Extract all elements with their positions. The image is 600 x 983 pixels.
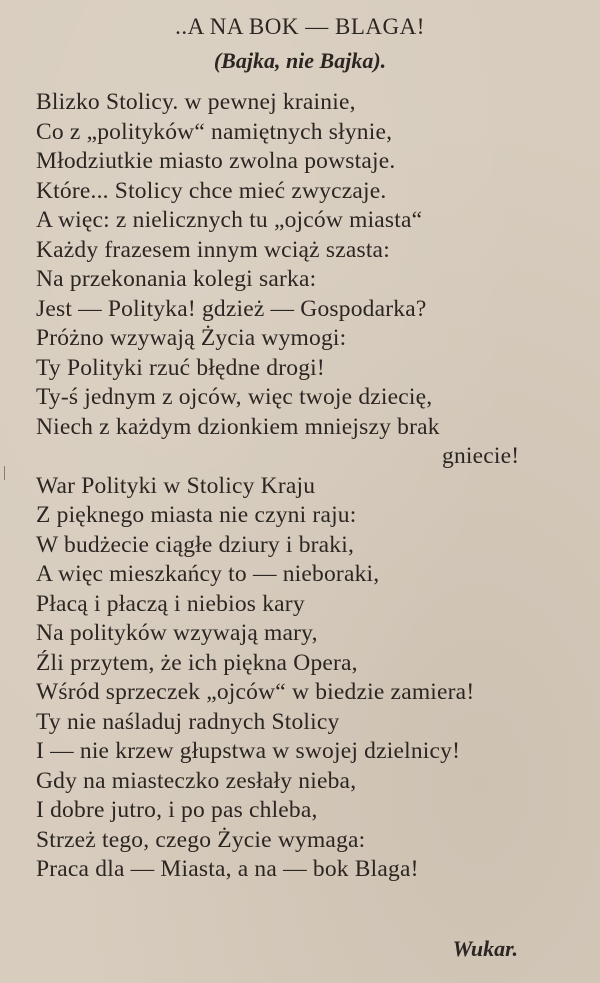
poem-line: Każdy frazesem innym wciąż szasta: (36, 236, 390, 263)
poem-line-continuation: gniecie! (442, 443, 520, 469)
author-signature: Wukar. (452, 936, 518, 961)
poem-line: Jest — Polityka! gdzież — Gospodarka? (36, 295, 427, 322)
poem-line: I — nie krzew głupstwa w swojej dzielnicy! (36, 738, 461, 764)
poem-line: Niech z każdym dzionkiem mniejszy brak (36, 413, 440, 440)
poem-line: Strzeż tego, czego Życie wymaga: (36, 826, 366, 853)
poem-line: Ty Polityki rzuć błędne drogi! (36, 354, 325, 381)
poem-line: Młodziutkie miasto zwolna powstaje. (36, 148, 396, 174)
poem-line: Wśród sprzeczek „ojców“ w biedzie zamiera! (36, 679, 475, 705)
poem-line: Co z „polityków“ namiętnych słynie, (36, 118, 393, 145)
poem-subtitle: (Bajka, nie Bajka). (213, 48, 387, 73)
poem-line: War Polityki w Stolicy Kraju (36, 472, 316, 499)
poem-line: Próżno wzywają Życia wymogi: (36, 325, 347, 351)
poem-line: Na polityków wzywają mary, (36, 620, 318, 646)
margin-mark (4, 466, 5, 480)
poem-line: Źli przytem, że ich piękna Opera, (36, 649, 358, 676)
poem-line: W budżecie ciągłe dziury i braki, (36, 531, 355, 558)
poem-line: Które... Stolicy chce mieć zwyczaje. (36, 177, 387, 204)
poem-title: ..A NA BOK — BLAGA! (175, 14, 425, 39)
poem-line: Ty nie naśladuj radnych Stolicy (36, 708, 340, 735)
poem-line: Ty-ś jednym z ojców, więc twoje dziecię, (36, 384, 433, 410)
poem-line: Blizko Stolicy. w pewnej krainie, (36, 89, 356, 115)
poem-line: Gdy na miasteczko zesłały nieba, (36, 767, 357, 794)
poem-line: A więc mieszkańcy to — nieboraki, (36, 561, 380, 587)
poem-line: Płacą i płaczą i niebios kary (36, 590, 305, 617)
poem-line: Na przekonania kolegi sarka: (36, 266, 317, 292)
poem-line: Praca dla — Miasta, a na — bok Blaga! (36, 856, 419, 882)
poem-line: I dobre jutro, i po pas chleba, (36, 797, 318, 823)
poem-line: A więc: z nielicznych tu „ojców miasta“ (36, 207, 423, 233)
poem-line: Z pięknego miasta nie czyni raju: (36, 502, 357, 528)
poem-body (36, 88, 576, 885)
